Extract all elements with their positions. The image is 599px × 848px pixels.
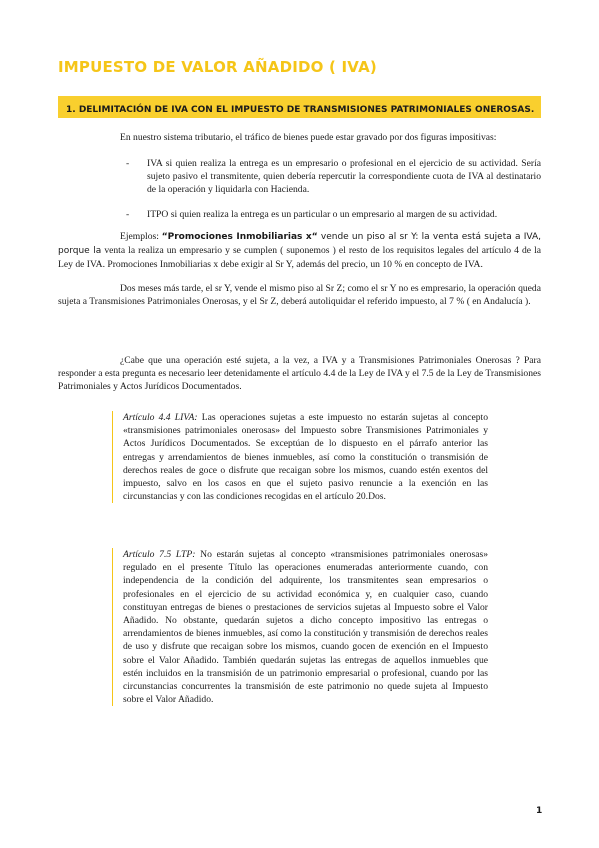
- bullet-item-iva: IVA si quien realiza la entrega es un empresario o profesional en el ejercicio de su actividad. Sería sujeto pasivo el transmitente, quien debería repercutir la correspondiente cuota de IVA al destinatario de la operación y liquidarla con Hacienda.: [147, 158, 541, 196]
- page-number: 1: [536, 806, 543, 816]
- article-liva-text: [123, 411, 488, 503]
- bullet-marker: -: [126, 158, 130, 169]
- paragraph-second-sale: Dos meses más tarde, el sr Y, vende el mismo piso al Sr Z; como el sr Y no es empresario, la operación queda sujeta a Transmisiones Patrimoniales Onerosas, y el Sr Z, deberá autoliquidar el referido impuesto, al 7 % ( en Andalucía ).: [58, 283, 541, 308]
- article-liva-body: Las operaciones sujetas a este impuesto no estarán sujetas al concepto «transmisiones patrimoniales onerosas» del Impuesto sobre Transmisiones Patrimoniales y Actos Jurídicos Documentados. Se exceptúan de lo dispuesto en el párrafo anterior las entregas y arrendamientos de bienes inmuebles, así como la constitución o transmisión de derechos reales de goce o disfrute que recaigan sobre los mismos, cuando estén exentos del impuesto, salvo en los casos en que el sujeto pasivo renuncie a la exención en las circunstancias y con las condiciones recogidas en el artículo 20.Dos.: [123, 412, 489, 503]
- document-title: IMPUESTO DE VALOR AÑADIDO ( IVA): [58, 58, 377, 76]
- bullet-marker: -: [126, 209, 130, 220]
- bullet-item-itpo: ITPO si quien realiza la entrega es un particular o un empresario al margen de su actividad.: [147, 209, 498, 220]
- example-lead: Ejemplos:: [120, 231, 162, 242]
- article-quote-liva: [112, 411, 488, 503]
- paragraph-question: ¿Cabe que una operación esté sujeta, a la vez, a IVA y a Transmisiones Patrimoniales Onerosas ? Para responder a esta pregunta es necesario leer detenidamente el artículo 4.4 de la Ley de IVA y el 7.5 de la Ley de Transmisiones Patrimoniales y Actos Jurídicos Documentados.: [58, 355, 541, 393]
- article-liva-label: Artículo 4.4 LIVA:: [123, 412, 198, 423]
- intro-paragraph: En nuestro sistema tributario, el tráfico de bienes puede estar gravado por dos figuras impositivas:: [120, 132, 497, 143]
- article-ltp-body: No estarán sujetas al concepto «transmisiones patrimoniales onerosas» regulado en el presente Título las operaciones enumeradas anteriormente cuando, con independencia de la condición del adquirente, los transmitentes sean empresarios o profesionales en el ejercicio de su actividad económica y, en cualquier caso, cuando constituyan entregas de bienes o prestaciones de servicios sujetas al Impuesto sobre el Valor Añadido. No obstante, quedarán sujetos a dicho concepto impositivo las entregas o arrendamientos de bienes inmuebles, así como la constitución y transmisión de derechos reales de uso y disfrute que recaigan sobre los mismos, cuando gocen de exención en el Impuesto sobre el Valor Añadido. También quedarán sujetas las entregas de aquellos inmuebles que estén incluidos en la transmisión de un patrimonio empresarial o profesional, cuando por las circunstancias concurrentes la transmisión de este patrimonio no quede sujeta al Impuesto sobre el Valor Añadido.: [123, 549, 488, 706]
- section-heading: 1. DELIMITACIÓN DE IVA CON EL IMPUESTO DE TRANSMISIONES PATRIMONIALES ONEROSAS.: [66, 105, 535, 115]
- section-heading-bar: [58, 96, 541, 118]
- example-handwritten-sale: vende un piso al sr Y: la venta está sujeta a IVA, porque la: [58, 232, 541, 257]
- example-handwritten-company: “Promociones Inmobiliarias x“: [161, 232, 318, 242]
- article-ltp-text: [123, 548, 488, 706]
- example-rest: venta la realiza un empresario y se cumplen ( suponemos ) el resto de los requisitos legales del artículo 4 de la Ley de IVA. Promociones Inmobiliarias x debe exigir al Sr Y, además del precio, un 10 % en concepto de IVA.: [58, 245, 542, 271]
- article-quote-ltp: [112, 548, 488, 706]
- article-ltp-label: Artículo 7.5 LTP:: [123, 549, 196, 560]
- example-paragraph: [58, 230, 541, 272]
